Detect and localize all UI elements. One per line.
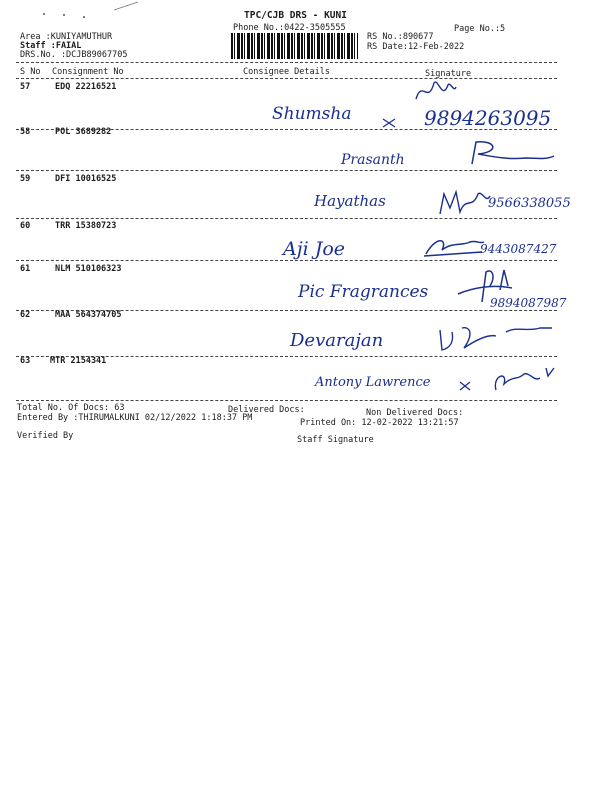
consignee-handwriting: Hayathas <box>314 192 386 210</box>
row-sno: 61 <box>20 264 31 274</box>
total-docs: Total No. Of Docs: 63 <box>17 403 125 413</box>
cross-mark <box>380 116 400 130</box>
row-sno: 63 <box>20 356 31 366</box>
consignee-handwriting: Antony Lawrence <box>315 375 431 390</box>
consignee-handwriting: Pic Fragrances <box>298 282 429 302</box>
col-consignee: Consignee Details <box>243 67 330 77</box>
entered-by: Entered By :THIRUMALKUNI 02/12/2022 1:18:37 PM <box>17 413 253 423</box>
row-consignment: NLM 510106323 <box>55 264 122 274</box>
staff-label: Staff :FAIAL <box>20 41 82 51</box>
phone-handwriting: 9894263095 <box>424 106 552 130</box>
row-consignment: EDQ 22216521 <box>55 82 117 92</box>
non-delivered-docs: Non Delivered Docs: <box>366 408 464 418</box>
stray-marks <box>40 8 90 20</box>
verified-by: Verified By <box>17 431 74 441</box>
sheet-title: TPC/CJB DRS - KUNI <box>244 10 347 21</box>
phone-handwriting: 9566338055 <box>488 196 571 211</box>
consignee-handwriting: Aji Joe <box>283 238 346 260</box>
rule <box>16 62 557 63</box>
row-consignment: DFI 10016525 <box>55 174 117 184</box>
consignee-handwriting: Devarajan <box>290 330 384 351</box>
row-sno: 57 <box>20 82 31 92</box>
signature-scribble <box>422 232 486 262</box>
signature-scribble <box>436 186 492 218</box>
signature-scribble <box>436 322 556 356</box>
barcode <box>231 33 358 59</box>
staff-signature: Staff Signature <box>297 435 374 445</box>
signature-scribble <box>490 366 560 396</box>
signature-scribble <box>410 75 460 105</box>
rs-number: RS No.:890677 <box>367 32 434 42</box>
col-signature: Signature <box>425 69 472 79</box>
cross-mark <box>458 380 472 392</box>
drs-number: DRS.No. :DCJB89067705 <box>20 50 128 60</box>
rs-date: RS Date:12-Feb-2022 <box>367 42 465 52</box>
rule <box>16 218 557 219</box>
row-consignment: MTR 2154341 <box>50 356 107 366</box>
signature-scribble <box>466 138 558 170</box>
consignee-handwriting: Shumsha <box>272 104 352 124</box>
consignee-handwriting: Prasanth <box>341 152 405 168</box>
stray-line <box>112 0 142 12</box>
area-label: Area :KUNIYAMUTHUR <box>20 32 113 42</box>
page-number: Page No.:5 <box>454 24 506 34</box>
phone-number: Phone No.:0422-3505555 <box>233 23 346 33</box>
phone-handwriting: 9443087427 <box>480 242 557 256</box>
rule <box>16 400 557 401</box>
printed-on: Printed On: 12-02-2022 13:21:57 <box>300 418 459 428</box>
delivered-docs: Delivered Docs: <box>228 405 305 415</box>
row-consignment: POL 3689282 <box>55 127 112 137</box>
row-sno: 60 <box>20 221 31 231</box>
rule <box>16 170 557 171</box>
rule <box>16 260 557 261</box>
col-sno: S No <box>20 67 41 77</box>
phone-handwriting: 9894087987 <box>490 296 567 310</box>
rule <box>16 78 557 79</box>
row-sno: 59 <box>20 174 31 184</box>
row-sno: 58 <box>20 127 31 137</box>
row-sno: 62 <box>20 310 31 320</box>
row-consignment: MAA 564374705 <box>55 310 122 320</box>
col-consignment: Consignment No <box>52 67 124 77</box>
row-consignment: TRR 15380723 <box>55 221 117 231</box>
